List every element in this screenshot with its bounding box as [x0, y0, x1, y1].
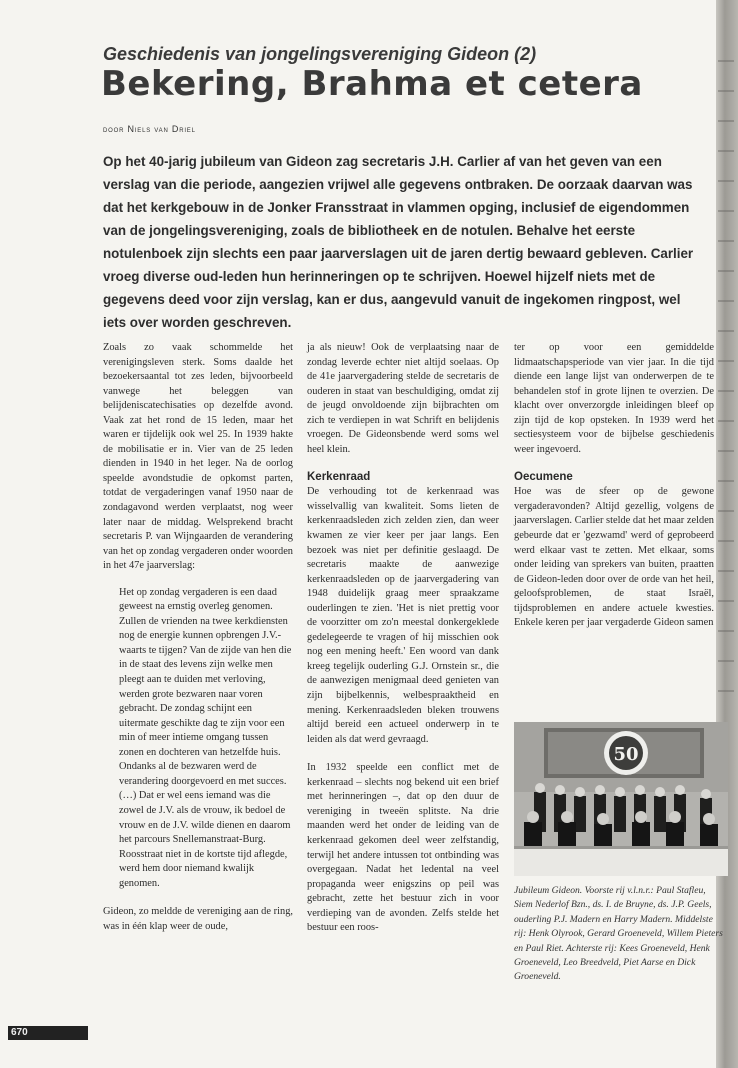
section-heading-kerkenraad: Kerkenraad [307, 471, 371, 484]
section-heading-oecumene: Oecumene [514, 471, 573, 484]
paragraph: ter op voor een gemiddelde lidmaatschapsperiode van vier jaar. In die tijd diende een lange lijst van onderwerpen de te behandelen stof in grote lijnen te overzien. De klacht over onverzorgde inleidingen bleef op zijn tijd de kop opsteken. In 1939 werd het sectiesysteem voor de bijbelse geschiedenis weer ingevoerd. [514, 342, 714, 455]
paragraph: ja als nieuw! Ook de verplaatsing naar de zondag leverde echter niet altijd soelaas. Op de 41e jaarvergadering stelde de secretaris de ouderen in staat van beschuldiging, omdat zij de jeugd onvoldoende zijn bijbrachten om zich te verdiepen in wat Schrift en belijdenis vroegen. De Gideonsbende werd soms wel heel klein. [307, 342, 499, 455]
text-column-2 [307, 341, 499, 936]
article-intro: Op het 40-jarig jubileum van Gideon zag secretaris J.H. Carlier af van het geven van een verslag van die periode, aangezien vrijwel alle gegevens ontbraken. De oorzaak daarvan was dat het kerkgebouw in de Jonker Fransstraat in vlammen opging, inclusief de eigendommen van de jongelingsvereniging, zoals de bibliotheek en de notulen. Behalve het eerste notulenboek zijn slechts een paar jaarverslagen uit de jaren dertig bewaard gebleven. Carlier vroeg diverse oud-leden hun herinneringen op te schrijven. Hoewel hijzelf niets met de gegevens deed voor zijn verslag, kan er dus, aangevuld vanuit de ingekomen ringpost, wel iets over worden geschreven. [103, 154, 694, 330]
paragraph: Zoals zo vaak schommelde het verenigingsleven sterk. Soms daalde het bezoekersaantal tot zes leden, bijvoorbeeld vanwege het beleggen van belijdeniscatechisaties op dezelfde avond. Vaak zat het rond de 15 leden, maar het waren er tijdelijk ook wel 25. In 1939 hakte de mobilisatie er in. Vier van de 25 leden dienden in 1940 in het leger. Na de oorlog speelde avondstudie de opkomst parten, totdat de vergaderingen vanaf 1950 naar de zondagavond werden verplaatst, nog weer later naar de middag. Welsprekend bracht secretaris P. van Wijngaarden de verandering van het op zondag vergaderen onder woorden in het 47e jaarverslag: [103, 342, 293, 572]
article-byline: door Niels van Driel [103, 124, 196, 134]
page-number: 670 [8, 1026, 88, 1040]
paragraph: De verhouding tot de kerkenraad was wisselvallig van kwaliteit. Soms lieten de kerkenraadsleden zich zelden zien, dan weer kwamen ze vier keer per jaar langs. Een bezoek was niet per definitie geslaagd. De secretaris maakte de aanwezige kerkenraadsleden op de jaarvergadering van 1948 duidelijk graag meer spraakzame ouderlingen te zien. 'Het is niet prettig voor de voorzitter om zo'n meestal donkergeklede gedelegeerde te vragen of hij misschien ook nog een mening heeft.' Een woord van dank kreeg tegelijk ouderling G.J. Ornstein sr., die de aanwezigen menigmaal deed genieten van zijn bijbelkennis, welbespraaktheid en mening. Kerkenraadsleden bleken trouwens altijd bereid een actueel onderwerp in te leiden als dat werd gevraagd. [307, 486, 499, 745]
banner-text: 50 [613, 744, 639, 765]
paragraph: Gideon, zo meldde de vereniging aan de ring, was in één klap weer de oude, [103, 906, 293, 932]
text-column-3 [514, 341, 714, 631]
text-column-1 [103, 341, 293, 934]
article-title: Bekering, Brahma et cetera [101, 64, 643, 104]
paragraph: Hoe was de sfeer op de gewone vergaderavonden? Altijd gezellig, volgens de jaarverslagen. Carlier stelde dat het maar zelden gebeurde dat er 'gezwamd' werd of geprobeerd werd elkaar vast te zetten. Met elkaar, soms onder leiding van sprekers van buiten, praatten de Gideon-leden door over de orde van het heil, geloofsproblemen, de staat Israël, tijdsproblemen en andere actuele kwesties. Enkele keren per jaar vergaderde Gideon samen [514, 486, 714, 629]
group-photo-illustration [514, 722, 728, 876]
group-photo [514, 722, 728, 876]
paragraph: In 1932 speelde een conflict met de kerkenraad – slechts nog bekend uit een brief met herinneringen –, dat op den duur de vereniging in tweeën splitste. Na drie maanden werd het onder de leiding van de kerkenraad gekomen deel weer zelfstandig, terwijl het andere intussen tot ontbinding was overgegaan. Nadat het ledental na veel propaganda weer enigszins op peil was gebracht, zette het bestuur zich in voor verdieping van de avonden. Zelfs stelde het bestuur een roos- [307, 762, 499, 934]
article-subtitle: Geschiedenis van jongelingsvereniging Gideon (2) [103, 44, 537, 64]
block-quote: Het op zondag vergaderen is een daad geweest na ernstig overleg genomen. Zullen de vrienden na twee kerkdiensten nog de energie kunnen opbrengen J.V.-waarts te tijgen? Van de zijde van hen die in de staat des levens zijn welke men pleegt aan te duiden met verloving, werden grote bezwaren naar voren gebracht. De zondag schijnt een uitermate geschikte dag te zijn voor een min of meer intieme omgang tussen zonen en dochteren van hetzelfde huis. Ondanks al de bezwaren werd de verandering doorgevoerd en met succes. (…) Dat er wel eens iemand was die zowel de J.V. als de vrouw, ik bedoel de vrouw en de J.V. wilde dienen en daarom het parcours Snellemanstraat-Burg. Roosstraat niet in de kortste tijd aflegde, werd hem door niemand kwalijk genomen. [119, 586, 292, 889]
photo-caption: Jubileum Gideon. Voorste rij v.l.n.r.: Paul Stafleu, Siem Nederlof Bzn., ds. I. de Bruyne, ds. J.P. Geels, ouderling P.J. Madern en Harry Madern. Middelste rij: Henk Olyrook, Gerard Groeneveld, Willem Pieters en Paul Riet. Achterste rij: Kees Groeneveld, Henk Groeneveld, Leo Breedveld, Piet Aarse en Dick Groeneveld. [514, 885, 723, 983]
